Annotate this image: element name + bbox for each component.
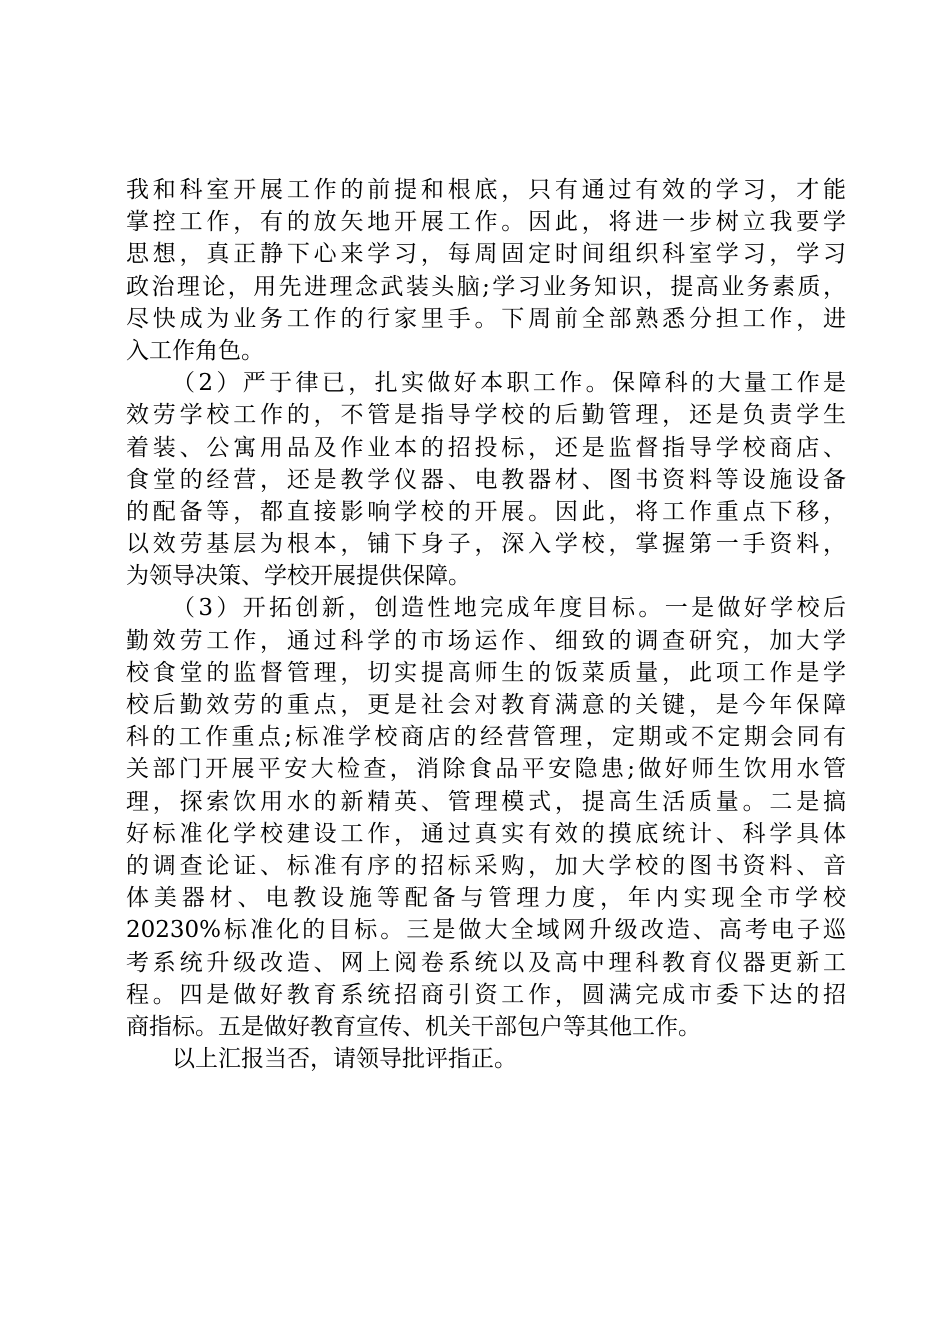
text-line: 食堂的经营，还是教学仪器、电教器材、图书资料等设施设备 — [126, 466, 846, 493]
paragraph-start-line: （2）严于律已，扎实做好本职工作。保障科的大量工作是 — [172, 370, 846, 397]
text-line: 勤效劳工作，通过科学的市场运作、细致的调查研究，加大学 — [126, 627, 846, 654]
text-line: 政治理论，用先进理念武装头脑;学习业务知识，提高业务素质， — [126, 273, 846, 300]
text-line: 关部门开展平安大检查，消除食品平安隐患;做好师生饮用水管 — [126, 756, 846, 783]
text-line: 校食堂的监督管理，切实提高师生的饭菜质量，此项工作是学 — [126, 659, 846, 686]
text-line: 20230%标准化的目标。三是做大全域网升级改造、高考电子巡 — [126, 917, 846, 944]
text-line: 程。四是做好教育系统招商引资工作，圆满完成市委下达的招 — [126, 981, 846, 1008]
text-line: 着装、公寓用品及作业本的招投标，还是监督指导学校商店、 — [126, 434, 846, 461]
text-line: 科的工作重点;标准学校商店的经营管理，定期或不定期会同有 — [126, 724, 846, 751]
text-line: 为领导决策、学校开展提供保障。 — [126, 563, 471, 590]
text-line: 入工作角色。 — [126, 337, 264, 364]
text-line: 好标准化学校建设工作，通过真实有效的摸底统计、科学具体 — [126, 820, 846, 847]
text-line: 尽快成为业务工作的行家里手。下周前全部熟悉分担工作，进 — [126, 305, 846, 332]
text-line: 校后勤效劳的重点，更是社会对教育满意的关键，是今年保障 — [126, 692, 846, 718]
text-line: 理，探索饮用水的新精英、管理模式，提高生活质量。二是搞 — [126, 788, 846, 815]
text-line: 以效劳基层为根本，铺下身子，深入学校，掌握第一手资料， — [126, 531, 846, 558]
text-line: 掌控工作，有的放矢地开展工作。因此，将进一步树立我要学 — [126, 209, 846, 236]
text-line: 商指标。五是做好教育宣传、机关干部包户等其他工作。 — [126, 1013, 701, 1040]
text-line: 我和科室开展工作的前提和根底，只有通过有效的学习，才能 — [126, 177, 846, 203]
text-line: 考系统升级改造、网上阅卷系统以及高中理科教育仪器更新工 — [126, 949, 846, 976]
text-line: 的调查论证、标准有序的招标采购，加大学校的图书资料、音 — [126, 852, 846, 879]
text-line: 体美器材、电教设施等配备与管理力度，年内实现全市学校 — [126, 885, 846, 912]
closing-line: 以上汇报当否，请领导批评指正。 — [172, 1046, 517, 1073]
text-line: 的配备等，都直接影响学校的开展。因此，将工作重点下移， — [126, 498, 846, 525]
text-line: 思想，真正静下心来学习，每周固定时间组织科室学习，学习 — [126, 241, 846, 268]
text-line: 效劳学校工作的，不管是指导学校的后勤管理，还是负责学生 — [126, 402, 846, 429]
document-body — [126, 174, 846, 1075]
paragraph-start-line: （3）开拓创新，创造性地完成年度目标。一是做好学校后 — [172, 595, 846, 622]
